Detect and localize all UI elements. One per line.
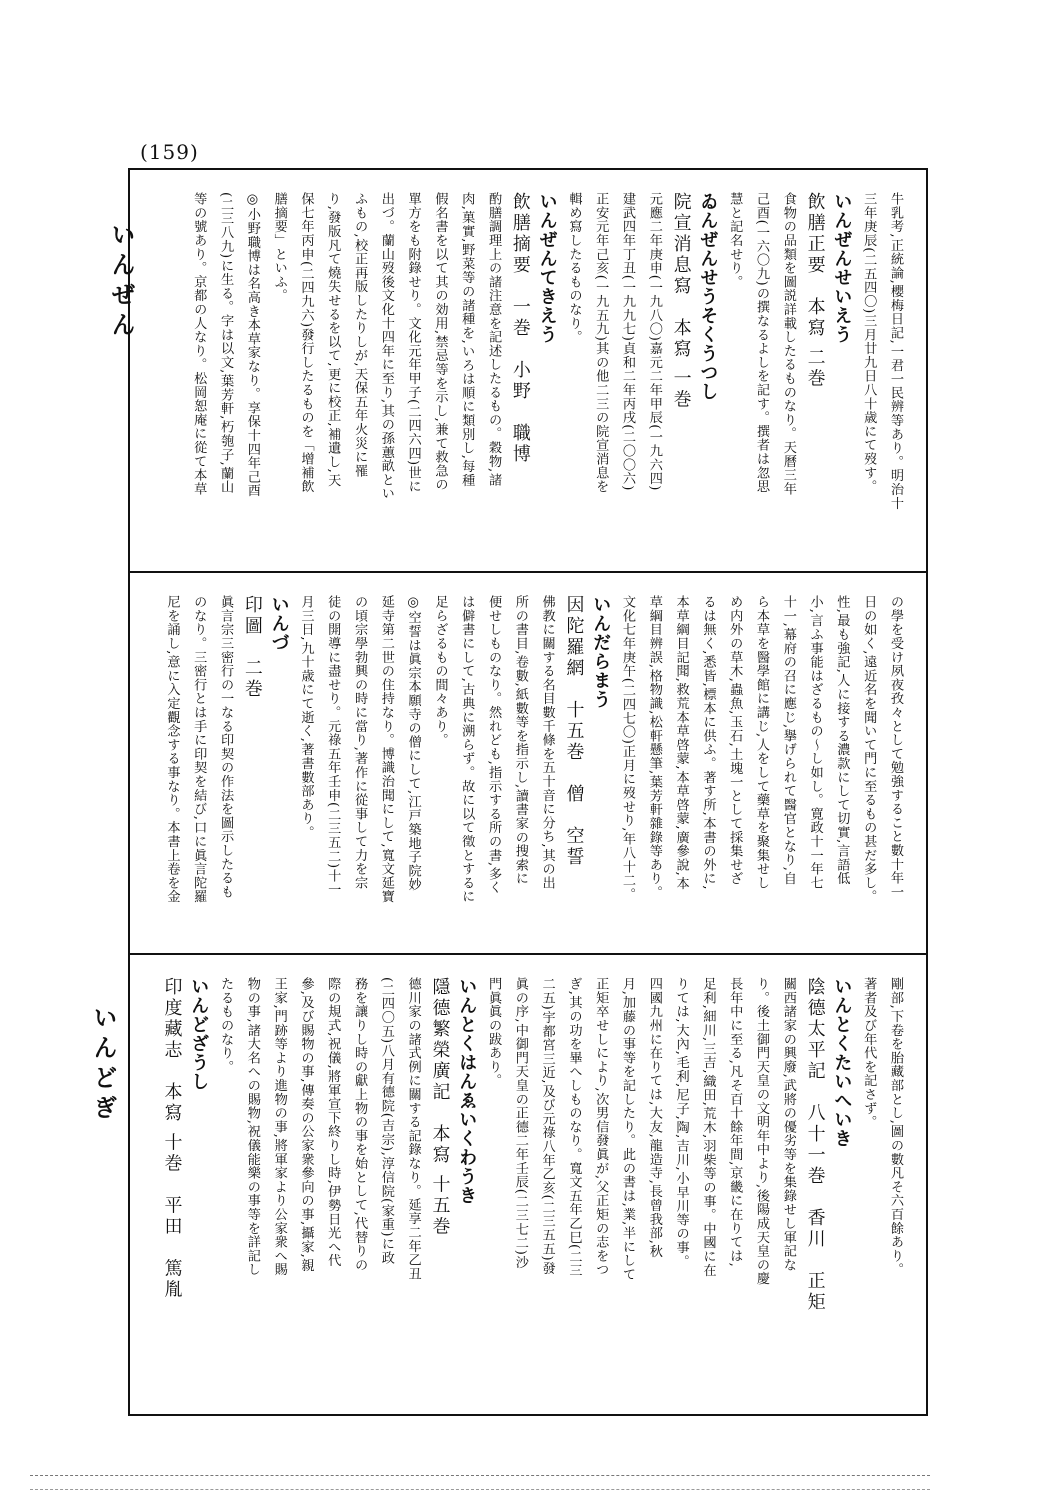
text-line: 等の號あり。京都の人なり。松岡恕庵に從て本草 (191, 192, 207, 496)
entry-title: 飲膳摘要 一巻 小野 職博 (509, 192, 531, 465)
band-text (148, 955, 926, 1414)
text-line: 足利,細川,三吉,織田,荒木,羽柴等の事。中國に在 (700, 977, 716, 1277)
entry-reading: いんとくたいへいき (831, 977, 853, 1148)
text-line: 正安元年己亥(一九五九)其の他二三の院宣消息を (593, 192, 609, 494)
text-line: 輯め寫したるものなり。 (566, 192, 582, 344)
entry-title: 因陀羅網 十五巻 僧 空誓 (563, 595, 585, 868)
text-line: り,發版凡て燒失せるを以て,更に校正,補遺し,天 (325, 192, 341, 488)
text-line: 物の事,諸大名への賜物,祝儀能樂の事等を詳記し (244, 977, 260, 1277)
entry-title: 陰德太平記 八十一巻 香川 正矩 (804, 977, 826, 1313)
band-text (174, 170, 926, 571)
page-number: (159) (140, 140, 199, 164)
text-line: 眞言宗三密行の一なる印契の作法を圖示したるも (218, 595, 234, 899)
text-band-bottom (130, 955, 926, 1414)
text-line: ◎小野職博は名高き本草家なり。享保十四年己酉 (244, 192, 260, 498)
text-line: 性,最も強記,人に接する濃款にして切實,言語低 (834, 595, 850, 886)
text-line: 德川家の諸式例に關する記錄なり。延享二年乙丑 (405, 977, 421, 1281)
entry-reading: ゐんぜんせうそくうつし (697, 192, 719, 401)
text-line: 小,言ふ事能はざるもの〜し如し。寛政十一年七 (807, 595, 823, 890)
footer-rule (30, 1475, 930, 1476)
entry-reading: いんづ (268, 595, 290, 652)
text-line: ふもの,校正再版したりしが,天保五年火災に罹 (352, 192, 368, 478)
entry-reading: いんとくはんゑいくわうき (456, 977, 478, 1205)
text-line: ら本草を醫學館に講じ,人をして藥草を聚集せし (754, 595, 770, 890)
band-text (148, 573, 926, 953)
text-line: 王家,門跡等より進物の事,將軍家より公家衆へ賜 (271, 977, 287, 1277)
text-line: 門眞眞の跋あり。 (486, 977, 502, 1088)
text-line: 出づ。蘭山歿後文化十四年に至り,其の孫蕙畝とい (378, 192, 394, 501)
running-head-top: いんぜん (107, 222, 136, 342)
text-line: 己酉(一六〇九)の撰なるよしを記す。撰者は忽思 (754, 192, 770, 494)
entry-title: 印度藏志 本寫 十巻 平田 篤胤 (161, 977, 183, 1301)
text-line: 關西諸家の興廢,武將の優劣等を集錄せし軍記な (780, 977, 796, 1272)
text-line: 眞の序,中御門天皇の正德二年壬辰(二三七二)沙 (512, 977, 528, 1270)
text-line: 便せしものなり。然れども,指示する所の書,多く (486, 595, 502, 895)
text-line: め内外の草木,蟲魚,玉石,土塊一として採集せざ (727, 595, 743, 886)
text-line: 十一,幕府の召に應じ,擧げられて醫官となり,自 (780, 595, 796, 886)
entry-title: 隱德繁榮廣記 本寫 十五巻 (429, 977, 451, 1238)
text-band-middle (130, 573, 926, 953)
text-line: 假名書を以て其の効用,禁忌等を示し,兼て救急の (432, 192, 448, 492)
text-line: の頃宗學勃興の時に當り,著作に從事して力を宗 (352, 595, 368, 890)
text-line: 建武四年丁丑(一九九七)貞和二年丙戌(二〇〇六) (620, 192, 636, 491)
text-line: 際の規式,祝儀,將軍宣下終りし時,伊勢日光へ代 (325, 977, 341, 1268)
text-line: ぎ,其の功を畢へしものなり。寬文五年乙巳(二三 (566, 977, 582, 1278)
text-line: 元應二年庚申(一九八〇)嘉元二年甲辰(一九六四) (646, 192, 662, 491)
text-line: (二三八九)に生る。字は以文,葉芳軒,朽匏子,蘭山 (218, 192, 234, 494)
text-line: りては,大內,毛利,尼子,陶,吉川,小早川等の事。 (673, 977, 689, 1268)
text-line: 長年中に至る,凡そ百十餘年間,京畿に在りては, (727, 977, 743, 1268)
entry-reading: いんだらまう (590, 595, 612, 709)
entry-reading: いんぜんてきえう (536, 192, 558, 344)
text-line: 四國九州に在りては,大友,龍造寺,長曾我部,秋 (646, 977, 662, 1259)
text-line: 足らざるもの間々あり。 (432, 595, 448, 747)
text-line: 慧と記名せり。 (727, 192, 743, 289)
text-line: 月,加藤の事等を記したり。此の書は,業,半にして (620, 977, 636, 1282)
text-line: ◎空誓は眞宗本願寺の僧にして,江戸築地子院妙 (405, 595, 421, 892)
text-line: 食物の品類を圖説詳載したるものなり。天曆三年 (780, 192, 796, 496)
running-head-bottom: いんどぎ (89, 1005, 118, 1125)
footer-rule-secondary (30, 1489, 930, 1490)
text-line: 牛乳考,正統論,櫻梅日記,一君一民辨等あり。明治十 (888, 192, 903, 510)
text-line: 所の書目,卷數,紙數等を指示し,讀書家の搜索に (512, 595, 528, 886)
text-line: たるものなり。 (218, 977, 234, 1074)
text-line: 文化七年庚午(二四七〇)正月に歿せり,年八十二。 (620, 595, 636, 902)
text-line: の學を受け夙夜孜々として勉強すること數十年一 (888, 595, 903, 899)
text-line: 本草綱目記聞,救荒本草啓蒙,本草啓蒙,廣參說,本 (673, 595, 689, 891)
text-line: 保七年丙申(二四九六)發行したるものを「增補飲 (298, 192, 314, 494)
text-line: 尼を誦し,意に入定觀念する事なり。本書上卷を金 (164, 595, 180, 904)
text-line: 三年庚辰(二五四〇)三月廿九日八十歳にて歿す。 (861, 192, 877, 494)
entry-reading: いんどざうし (188, 977, 210, 1091)
entry-title: 印圖 二巻 (241, 595, 263, 700)
text-line: 酌膳調理上の諸注意を記述したるもの。穀物,諸 (486, 192, 502, 487)
text-line: 肉,菓實,野菜等の諸種を,いろは順に類別し,每種 (459, 192, 475, 488)
text-line: り。後土御門天皇の文明年中より,後陽成天皇の慶 (754, 977, 770, 1286)
text-line: のなり。三密行とは手に印契を結び,口に眞言陀羅 (191, 595, 207, 904)
text-band-top (130, 170, 926, 571)
text-line: 正矩卒せしにより,次男信發眞が,父正矩の志をつ (593, 977, 609, 1277)
text-line: 徒の開導に盡せり。元祿五年壬申(二三五二)十一 (325, 595, 341, 897)
text-line: 草綱目辨誤,格物識,松軒懸筆,葉芳軒雜錄等あり。 (646, 595, 662, 900)
text-line: 二五)宇都宮三近,及び元祿八年乙亥(二三五五)發 (539, 977, 555, 1276)
text-line: 延寺第二世の住持なり。博識治聞にして,寬文延寶 (378, 595, 394, 904)
entry-reading: いんぜんせいえう (831, 192, 853, 344)
text-line: 膳摘要」といふ。 (271, 192, 287, 303)
text-line: 剛部,下卷を胎藏部とし,圖の數凡そ六百餘あり。 (888, 977, 903, 1277)
text-line: るは無く,悉皆,標本に供ふ。著す所,本書の外に, (700, 595, 716, 891)
text-line: (二四〇五)八月有德院(吉宗),淳信院(家重)に政 (378, 977, 394, 1265)
text-line: は僻書にして,古典に溯らず。故に以て徵とするに (459, 595, 475, 904)
text-line: 著者及び年代を記さず。 (861, 977, 877, 1129)
text-line: 佛教に關する名目數千條を五十音に分ち,其の出 (539, 595, 555, 890)
entry-title: 院宣消息寫 本寫 一巻 (670, 192, 692, 411)
text-line: 單方をも附錄せり。文化元年甲子(二四六四)世に (405, 192, 421, 494)
text-line: 務を讓りし時の獻上物の事を始として,代替りの (352, 977, 368, 1272)
text-line: 月三日,九十歳にて逝く,著書數部あり。 (298, 595, 314, 840)
entry-title: 飲膳正要 本寫 二巻 (804, 192, 826, 390)
text-line: 參,及び賜物の事,傳奏の公家衆參向の事,攝家,親 (298, 977, 314, 1273)
text-line: 日の如く,遠近名を聞いて門に至るもの甚だ多し。 (861, 595, 877, 904)
